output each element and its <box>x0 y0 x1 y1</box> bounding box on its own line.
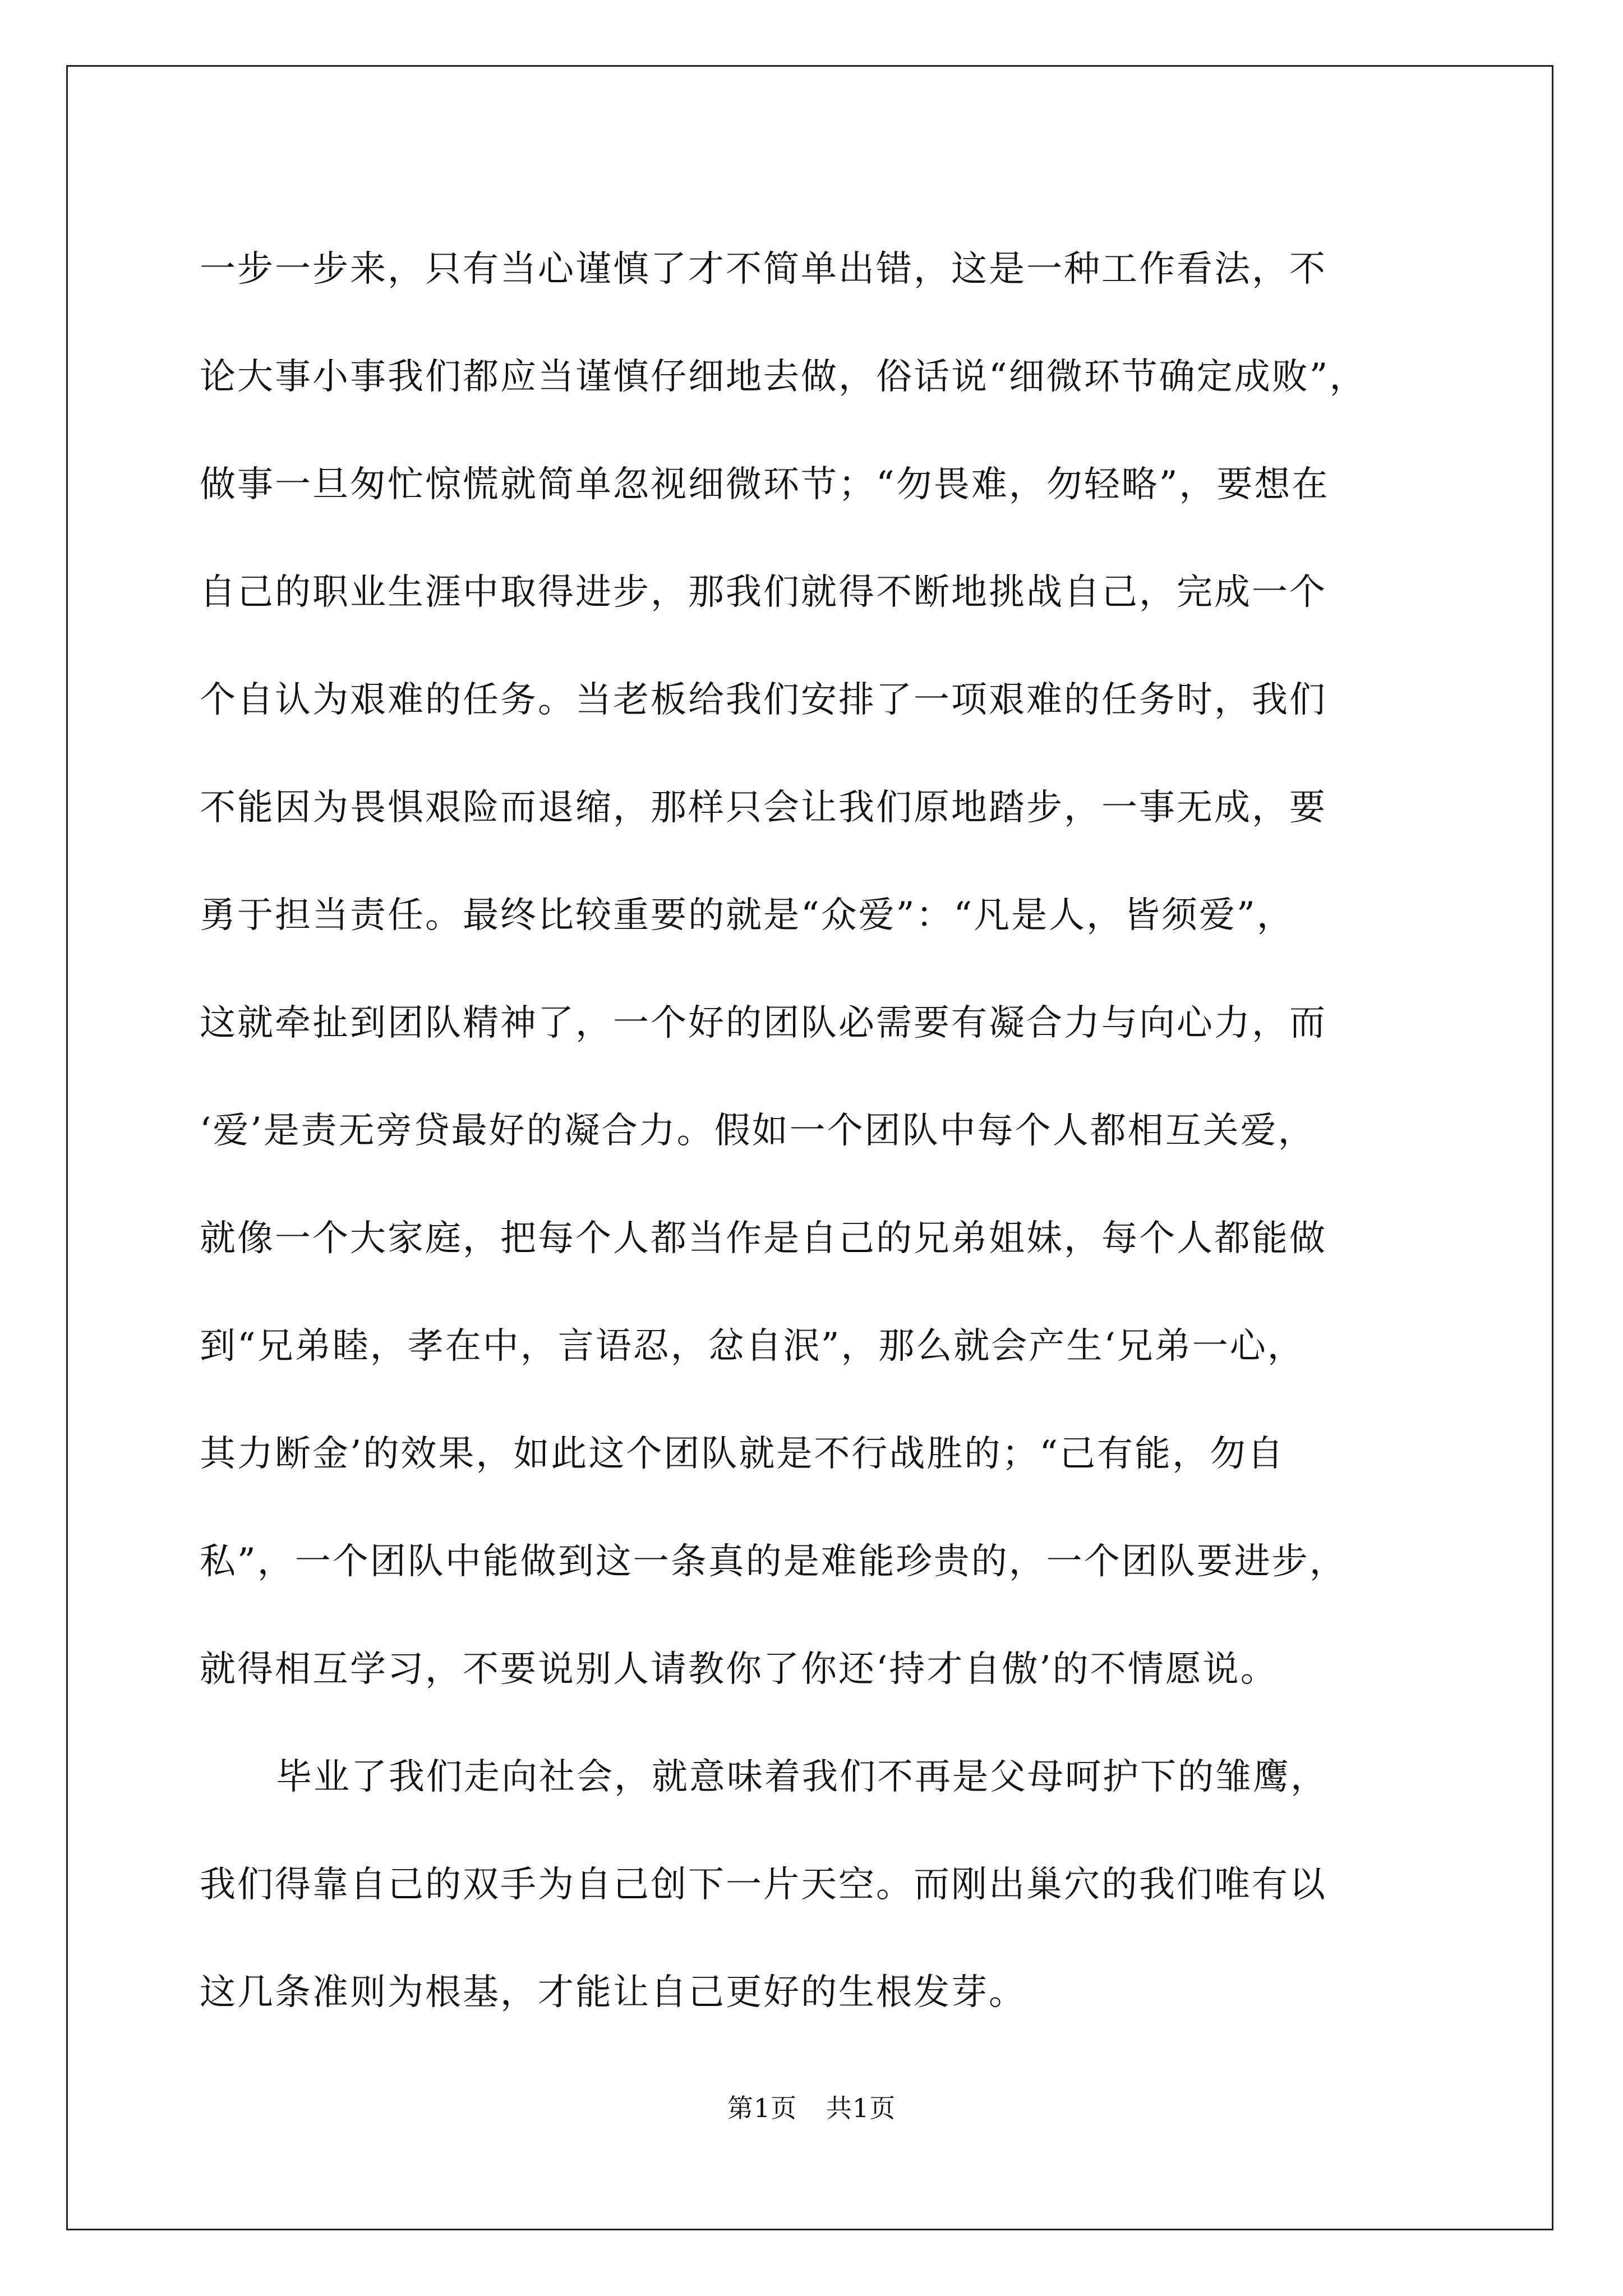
text-line-4: 自己的职业生涯中取得进步，那我们就得不断地挑战自己，完成一个 <box>200 572 1327 613</box>
text-line-10: 就像一个大家庭，把每个人都当作是自己的兄弟姐妹，每个人都能做 <box>200 1218 1327 1259</box>
text-line-7: 勇于担当责任。最终比较重要的就是“众爱”：“凡是人，皆须爱”， <box>200 895 1294 936</box>
text-line-9: ‘爱’是责无旁贷最好的凝合力。假如一个团队中每个人都相互关爱， <box>200 1110 1316 1152</box>
page-number: 第1页 <box>727 2093 797 2123</box>
page-total: 共1页 <box>826 2093 896 2123</box>
text-line-12: 其力断金’的效果，如此这个团队就是不行战胜的；“己有能，勿自 <box>200 1433 1285 1475</box>
paragraph-start-line: 毕业了我们走向社会，就意味着我们不再是父母呵护下的雏鹰， <box>276 1756 1328 1798</box>
text-line-6: 不能因为畏惧艰险而退缩，那样只会让我们原地踏步，一事无成，要 <box>200 787 1327 829</box>
page-footer <box>0 2088 1623 2125</box>
text-line-3: 做事一旦匆忙惊慌就简单忽视细微环节；“勿畏难，勿轻略”，要想在 <box>200 464 1330 505</box>
text-line-5: 个自认为艰难的任务。当老板给我们安排了一项艰难的任务时，我们 <box>200 679 1327 721</box>
text-line-11: 到“兄弟睦，孝在中，言语忍，忿自泯”，那么就会产生‘兄弟一心， <box>200 1326 1305 1367</box>
text-line-13: 私”，一个团队中能做到这一条真的是难能珍贵的，一个团队要进步， <box>200 1541 1347 1582</box>
document-body <box>200 215 1450 2046</box>
text-line-17: 这几条准则为根基，才能让自己更好的生根发芽。 <box>200 1972 1026 2013</box>
text-line-2: 论大事小事我们都应当谨慎仔细地去做，俗话说“细微环节确定成败”， <box>200 356 1367 398</box>
text-line-14: 就得相互学习，不要说别人请教你了你还‘持才自傲’的不情愿说。 <box>200 1649 1278 1690</box>
text-line-8: 这就牵扯到团队精神了，一个好的团队必需要有凝合力与向心力，而 <box>200 1002 1327 1044</box>
text-line-1: 一步一步来，只有当心谨慎了才不简单出错，这是一种工作看法，不 <box>200 249 1327 290</box>
text-line-16: 我们得靠自己的双手为自己创下一片天空。而刚出巢穴的我们唯有以 <box>200 1864 1327 1906</box>
